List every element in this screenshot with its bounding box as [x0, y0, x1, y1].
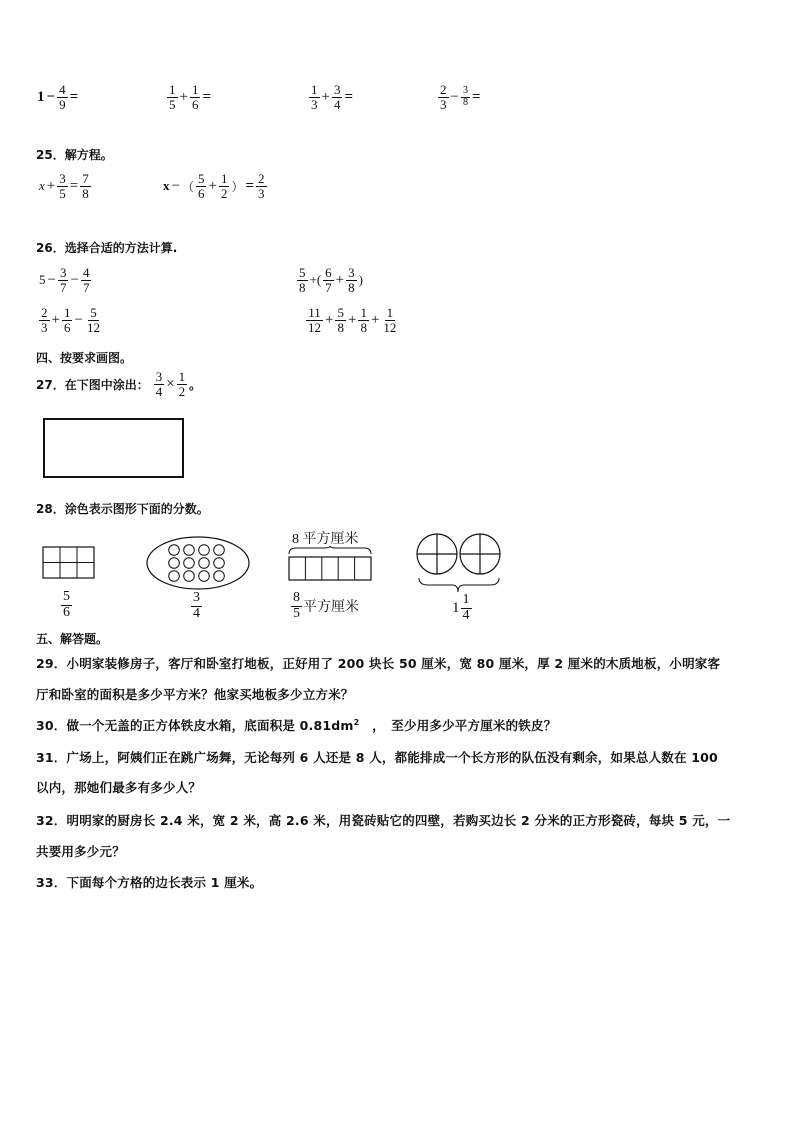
- q32-line-1: 32．明明家的厨房长 2.4 米，宽 2 米，高 2.6 米，用瓷砖贴它的四壁，若购买边长 2 分米的正方形瓷砖，每块 5 元，一: [36, 813, 731, 828]
- fraction: $\frac{1}{3}$: [311, 82, 318, 112]
- fraction-3-4: $\frac{3}{4}$: [193, 590, 200, 621]
- q29-line-2: 厅和卧室的面积是多少平方米？他家买地板多少立方米？: [36, 687, 354, 702]
- expr-1-minus-4-9: [36, 83, 79, 111]
- expr-2-3-minus-3-8: [437, 83, 482, 111]
- fraction: $\frac{1}{6}$: [191, 82, 199, 112]
- q30: 30．做一个无盖的正方体铁皮水箱，底面积是 $0.81dm^2$ ， 至少用多少平方厘米的铁皮？: [36, 718, 557, 734]
- q33: 33．下面每个方格的边长表示 1 厘米。: [36, 875, 263, 890]
- calc-d: $\frac{11}{12}$ + $\frac{5}{8}$ + $\frac{1}{8}$ + $\frac{1}{12}$: [308, 305, 397, 335]
- expr-1-3-plus-3-4: [308, 83, 354, 111]
- q29-line-1: 29．小明家装修房子，客厅和卧室打地板，正好用了 200 块长 50 厘米，宽 80 厘米，厚 2 厘米的木质地板，小明家客: [36, 656, 721, 671]
- q26-title: 26．选择合适的方法计算.: [36, 241, 178, 255]
- bar-figure-5-cells: [286, 546, 374, 582]
- equals-sign: =: [471, 88, 481, 105]
- equals-sign: =: [202, 88, 212, 105]
- fraction: $\frac{3}{4}$: [333, 82, 341, 112]
- q32-line-2: 共要用多少元？: [36, 844, 125, 859]
- section-4-heading: 四、按要求画图。: [36, 351, 133, 365]
- expr-1-5-plus-1-6: [166, 83, 212, 111]
- oval-with-circles-figure: [145, 535, 251, 591]
- plus-sign: +: [179, 88, 188, 105]
- fraction-5-6: $\frac{5}{6}$: [63, 589, 70, 620]
- calc-a: 5 − $\frac{3}{7}$ − $\frac{4}{7}$: [39, 265, 90, 295]
- q28-title: 28．涂色表示图形下面的分数。: [36, 502, 209, 516]
- whole-number: 1: [37, 88, 45, 105]
- mixed-number-1-1-4: 1 $\frac{1}{4}$: [452, 592, 470, 623]
- equation-1: x + $\frac{3}{5}$ = $\frac{7}{8}$: [39, 171, 89, 201]
- shading-rectangle: [43, 418, 184, 478]
- q25-title: 25．解方程。: [36, 148, 113, 162]
- calc-b: $\frac{5}{8}$ +( $\frac{6}{7}$ + $\frac{3}{8}$ ): [299, 265, 363, 295]
- area-label: 8 平方厘米: [292, 532, 359, 547]
- calc-c: $\frac{2}{3}$ + $\frac{1}{6}$ − $\frac{5}{12}$: [41, 305, 100, 335]
- q31-line-2: 以内，那她们最多有多少人？: [36, 780, 202, 795]
- q31-line-1: 31．广场上，阿姨们正在跳广场舞，无论每列 6 人还是 8 人，都能排成一个长方形的队伍没有剩余，如果总人数在 100: [36, 750, 718, 765]
- fraction: $\frac{3}{8}$: [462, 85, 468, 108]
- equation-2: x − （ $\frac{5}{6}$ + $\frac{1}{2}$ ） = $\frac{2}{3}$: [163, 171, 265, 201]
- fraction: $\frac{2}{3}$: [440, 82, 447, 112]
- equals-sign: =: [69, 88, 79, 105]
- q27-title: 27．在下图中涂出：: [36, 377, 149, 392]
- section-5-heading: 五、解答题。: [36, 632, 109, 646]
- minus-sign: −: [46, 88, 56, 105]
- grid-figure-6-cells: [42, 546, 96, 580]
- equals-sign: =: [344, 88, 354, 105]
- fraction: $\frac{4}{9}$: [59, 82, 66, 112]
- two-quartered-circles-figure: [414, 530, 506, 594]
- minus-sign: −: [450, 88, 459, 105]
- fraction: $\frac{1}{5}$: [169, 82, 176, 112]
- fraction-8-5-sq-cm: $\frac{8}{5}$ 平方厘米: [293, 590, 359, 621]
- q27: 27．在下图中涂出： $\frac{3}{4}$ × $\frac{1}{2}$ 。: [36, 369, 202, 399]
- plus-sign: +: [321, 88, 330, 105]
